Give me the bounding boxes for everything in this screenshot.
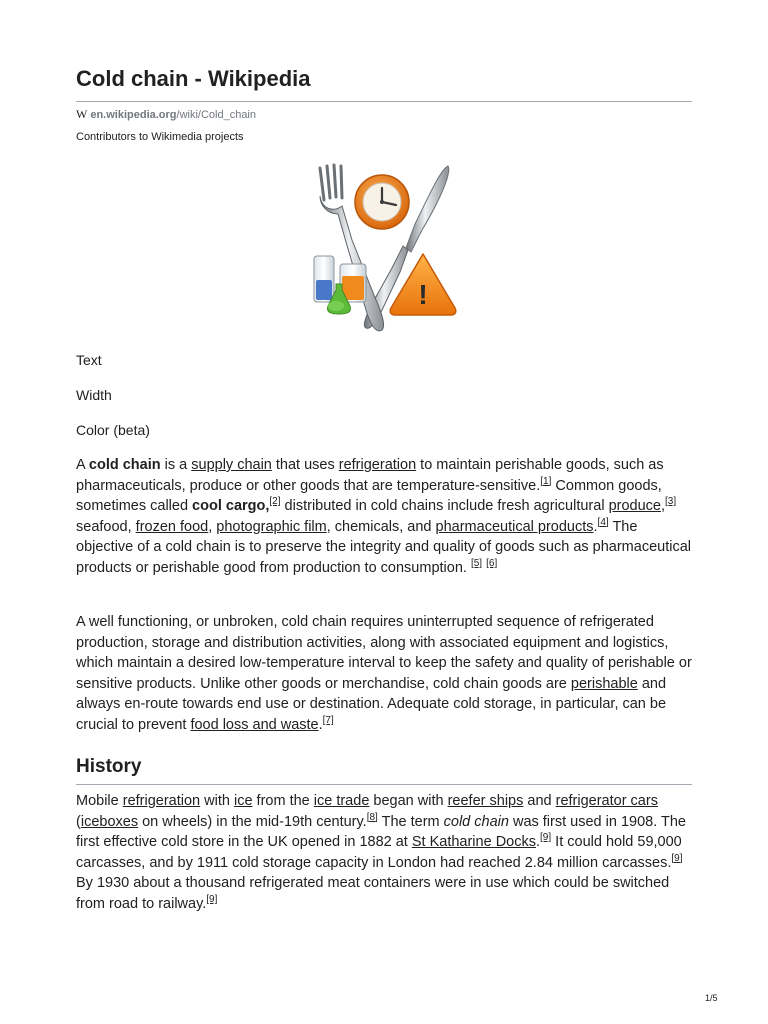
contributors-line: Contributors to Wikimedia projects bbox=[76, 131, 244, 143]
citation-2[interactable]: [2] bbox=[269, 496, 281, 508]
wikipedia-logo-icon: W bbox=[76, 107, 88, 121]
intro-paragraph-1: A cold chain is a supply chain that uses refrigeration to maintain perishable goods, such as pharmaceuticals, produce or other goods that are temperature-sensitive.[1] Common goods, sometimes called cool cargo,[2] distributed in cold chains include fresh agricultural produce,[3] seafood, frozen food, photographic film, chemicals, and pharmaceutical products.[4] The objective of a cold chain is to preserve the integrity and quality of goods such as pharmaceutical products or perishable good from production to consumption. [5] [6] bbox=[76, 457, 691, 576]
bold-term: cold chain bbox=[88, 457, 161, 473]
link-iceboxes[interactable]: iceboxes bbox=[80, 813, 139, 830]
link-reefer-ships[interactable]: reefer ships bbox=[447, 793, 524, 809]
clock-icon bbox=[355, 175, 409, 229]
source-domain: en.wikipedia.org bbox=[90, 109, 177, 121]
color-setting-label[interactable]: Color (beta) bbox=[76, 422, 150, 438]
width-setting-label[interactable]: Width bbox=[76, 387, 112, 403]
link-refrigeration[interactable]: refrigeration bbox=[338, 457, 417, 473]
source-path: /wiki/Cold_chain bbox=[176, 109, 256, 121]
intro-paragraph-2: A well functioning, or unbroken, cold chain requires uninterrupted sequence of refrigerated production, storage and distribution activities, along with associated equipment and logistics, which maintain a desired low-temperature interval to keep the safety and quality of perishable or sensitive products. Unlike other goods or merchandise, cold chain goods are perishable and always en-route towards end use or destination. Adequate cold storage, in particular, can be crucial to prevent food loss and waste.[7] bbox=[76, 614, 692, 733]
citation-9[interactable]: [9] bbox=[671, 852, 683, 864]
citation-7[interactable]: [7] bbox=[322, 715, 334, 727]
link-ice[interactable]: ice bbox=[233, 793, 253, 809]
citation-1[interactable]: [1] bbox=[540, 475, 552, 487]
link-frozen-food[interactable]: frozen food bbox=[135, 518, 209, 535]
link-st-katharine-docks[interactable]: St Katharine Docks bbox=[411, 834, 536, 851]
beakers-icon bbox=[314, 256, 366, 314]
text-setting-label[interactable]: Text bbox=[76, 352, 102, 368]
title-divider bbox=[76, 101, 692, 102]
citation-3[interactable]: [3] bbox=[665, 496, 677, 508]
italic-term: cold chain bbox=[443, 813, 509, 830]
bold-term: cool cargo, bbox=[192, 498, 270, 515]
citation-6[interactable]: [6] bbox=[486, 558, 498, 570]
link-refrigeration[interactable]: refrigeration bbox=[122, 793, 201, 809]
link-pharmaceutical-products[interactable]: pharmaceutical products bbox=[435, 518, 594, 535]
citation-5[interactable]: [5] bbox=[470, 558, 483, 570]
history-paragraph: Mobile refrigeration with ice from the ice trade began with reefer ships and refrigerator cars (iceboxes on wheels) in the mid-19th century.[8] The term cold chain was first used in 1908. The first effective cold store in the UK opened in 1882 at St Katharine Docks.[9] It could hold 59,000 carcasses, and by 1911 cold storage capacity in London had reached 2.84 million carcasses.[9] By 1930 about a thousand refrigerated meat containers were in use which could be switched from road to railway.[9] bbox=[76, 793, 686, 912]
link-refrigerator-cars[interactable]: refrigerator cars bbox=[555, 793, 658, 809]
section-divider bbox=[76, 784, 692, 785]
link-food-loss-and-waste[interactable]: food loss and waste bbox=[190, 716, 319, 733]
citation-4[interactable]: [4] bbox=[597, 516, 609, 528]
link-produce[interactable]: produce bbox=[608, 498, 661, 515]
link-ice-trade[interactable]: ice trade bbox=[313, 793, 370, 809]
citation-8[interactable]: [8] bbox=[366, 811, 378, 823]
source-url[interactable] bbox=[76, 107, 256, 122]
link-photographic-film[interactable]: photographic film bbox=[216, 518, 327, 535]
section-heading-history: History bbox=[76, 756, 142, 777]
citation-9[interactable]: [9] bbox=[540, 832, 552, 844]
page-number: 1/5 bbox=[705, 993, 718, 1003]
warning-mark: ! bbox=[418, 279, 428, 310]
cold-chain-icon bbox=[312, 160, 462, 338]
page-title: Cold chain - Wikipedia bbox=[76, 66, 311, 91]
link-supply-chain[interactable]: supply chain bbox=[191, 457, 272, 473]
citation-9[interactable]: [9] bbox=[206, 894, 218, 906]
link-perishable[interactable]: perishable bbox=[570, 675, 638, 692]
